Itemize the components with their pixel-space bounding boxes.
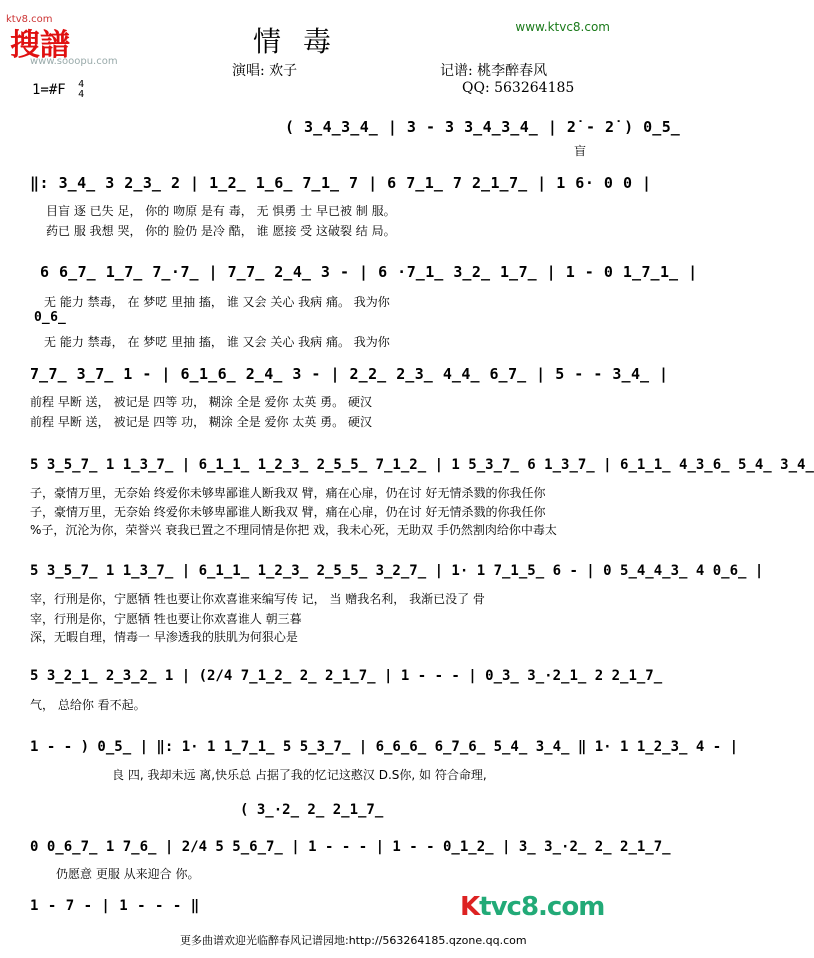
lyric-row-1a: 目盲 逐 已失 足， 你的 吻原 是有 毒， 无 惧勇 士 早已被 制 服。 <box>46 204 396 218</box>
lyric-row-4c: %子，沉沦为你，荣誉兴 衰我已置之不理同情是你把 戏，我未心死，无助双 手仍然割肉给你中毒太 <box>30 523 557 537</box>
lyric-row-3a: 前程 早断 送， 被记是 四等 功， 糊涂 全是 爱你 太英 勇。 硬汉 <box>30 395 372 409</box>
score-row-5: 5 3̲5̲7̲ 1 1̲3̲7̲ | 6̲1̲1̲ 1̲2̲3̲ 2̲5̲5̲ 3̲2̲7̲ | 1· 1 7̲1̲5̲ 6 - | 0 5̲4̲4̲3̲ 4 0̲6̲ | <box>30 563 764 579</box>
score-row-8: 0 0̲6̲7̲ 1 7̲6̲ | 2/4 5 5̲6̲7̲ | 1 - - - | 1 - - 0̲1̲2̲ | 3̲ 3̲·2̲ 2̲ 2̲1̲7̲ <box>30 839 671 855</box>
time-top: 4 <box>78 79 85 90</box>
score-row-2: 6 6̲7̲ 1̲7̲ 7̲·7̲ | 7̲7̲ 2̲4̲ 3 - | 6 ·7̲1̲ 3̲2̲ 1̲7̲ | 1 - 0 1̲7̲1̲ | <box>40 263 698 281</box>
score-row-8-prefix: ( 3̲·2̲ 2̲ 2̲1̲7̲ <box>240 802 384 818</box>
qq-number: QQ: 563264185 <box>462 80 575 96</box>
time-bottom: 4 <box>78 89 85 100</box>
site-logo <box>6 14 160 72</box>
score-row-1: ‖: 3̲4̲ 3 2̲3̲ 2 | 1̲2̲ 1̲6̲ 7̲1̲ 7 | 6 7̲1̲ 7 2̲1̲7̲ | 1 6· 0 0 | <box>30 174 652 192</box>
watermark-logo: Ktvc8.com <box>460 892 605 922</box>
lyric-row-5c: 深，无暇自理，情毒一 早渗透我的肤肌为何狠心是 <box>30 630 298 644</box>
lyric-row-2a: 无 能力 禁毒， 在 梦呓 里抽 搐， 谁 又会 关心 我病 痛。 我为你 <box>44 295 390 309</box>
lyric-row-2b: 无 能力 禁毒， 在 梦呓 里抽 搐， 谁 又会 关心 我病 痛。 我为你 <box>44 335 390 349</box>
logo-prefix: ktv8.com <box>6 14 53 25</box>
lyric-row-6a: 气， 总给你 看不起。 <box>30 698 146 712</box>
lyric-row-8a: 仍愿意 更服 从来迎合 你。 <box>56 867 200 881</box>
singer: 演唱: 欢子 <box>232 63 298 79</box>
score-row-9: 1 - 7 - | 1 - - - ‖ <box>30 898 200 914</box>
lyric-row-3b: 前程 早断 送， 被记是 四等 功， 糊涂 全是 爱你 太英 勇。 硬汉 <box>30 415 372 429</box>
lyric-row-5b: 宰，行刑是你，宁愿牺 牲也要让你欢喜谁人 朝三暮 <box>30 612 302 626</box>
score-row-6: 5 3̲2̲1̲ 2̲3̲2̲ 1 | (2/4 7̲1̲2̲ 2̲ 2̲1̲7̲ | 1 - - - | 0̲3̲ 3̲·2̲1̲ 2 2̲1̲7̲ <box>30 668 663 684</box>
intro-lyric: 盲 <box>574 144 587 158</box>
logo-url: www.sooopu.com <box>30 56 118 67</box>
site-url: www.ktvc8.com <box>515 20 610 34</box>
lyric-row-4a: 子，豪情万里，无奈始 终爱你未够卑鄙谁人断我双 臂，痛在心扉，仍在讨 好无情杀戮的你我任你 <box>30 486 546 500</box>
song-title: 情毒 <box>253 25 354 58</box>
score-row-3: 7̲7̲ 3̲7̲ 1 - | 6̲1̲6̲ 2̲4̲ 3 - | 2̲2̲ 2̲3̲ 4̲4̲ 6̲7̲ | 5 - - 3̲4̲ | <box>30 365 669 383</box>
score-intro: ( 3̲4̲3̲4̲ | 3 - 3 3̲4̲3̲4̲ | 2̇ - 2̇ ) 0̲5̲ <box>285 118 681 136</box>
footer-link[interactable]: 更多曲谱欢迎光临醉春风记谱园地:http://563264185.qzone.qq.com <box>180 934 527 947</box>
lyric-row-7a: 良 四, 我却未远 离,快乐总 占据了我的忆记这憨汉 D.S你, 如 符合命理, <box>112 768 487 782</box>
score-row-7: 1 - - ) 0̲5̲ | ‖: 1· 1 1̲7̲1̲ 5 5̲3̲7̲ | 6̲6̲6̲ 6̲7̲6̲ 5̲4̲ 3̲4̲ ‖ 1· 1 1̲2̲3̲ 4 - | <box>30 739 739 755</box>
logo-text: 搜譜 <box>10 28 70 63</box>
transcriber: 记谱: 桃李醉春风 <box>440 63 548 79</box>
score-row-4: 5 3̲5̲7̲ 1 1̲3̲7̲ | 6̲1̲1̲ 1̲2̲3̲ 2̲5̲5̲ 7̲1̲2̲ | 1 5̲3̲7̲ 6 1̲3̲7̲ | 6̲1̲1̲ 4̲3̲6̲ 5̲4̲ 3̲4̲ <box>30 457 814 473</box>
lyric-row-4b: 子，豪情万里，无奈始 终爱你未够卑鄙谁人断我双 臂，痛在心扉，仍在讨 好无情杀戮的你我任你 <box>30 505 546 519</box>
key-signature: 1=#F 4 4 <box>32 79 85 100</box>
lyric-row-5a: 宰，行刑是你，宁愿牺 牲也要让你欢喜谁来编写传 记， 当 赠我名利， 我渐已没了 骨 <box>30 592 485 606</box>
lyric-row-1b: 药已 服 我想 哭， 你的 脸仍 是冷 酷， 谁 愿接 受 这破裂 结 局。 <box>46 224 396 238</box>
score-row-2b: 0̲6̲ <box>34 310 67 325</box>
